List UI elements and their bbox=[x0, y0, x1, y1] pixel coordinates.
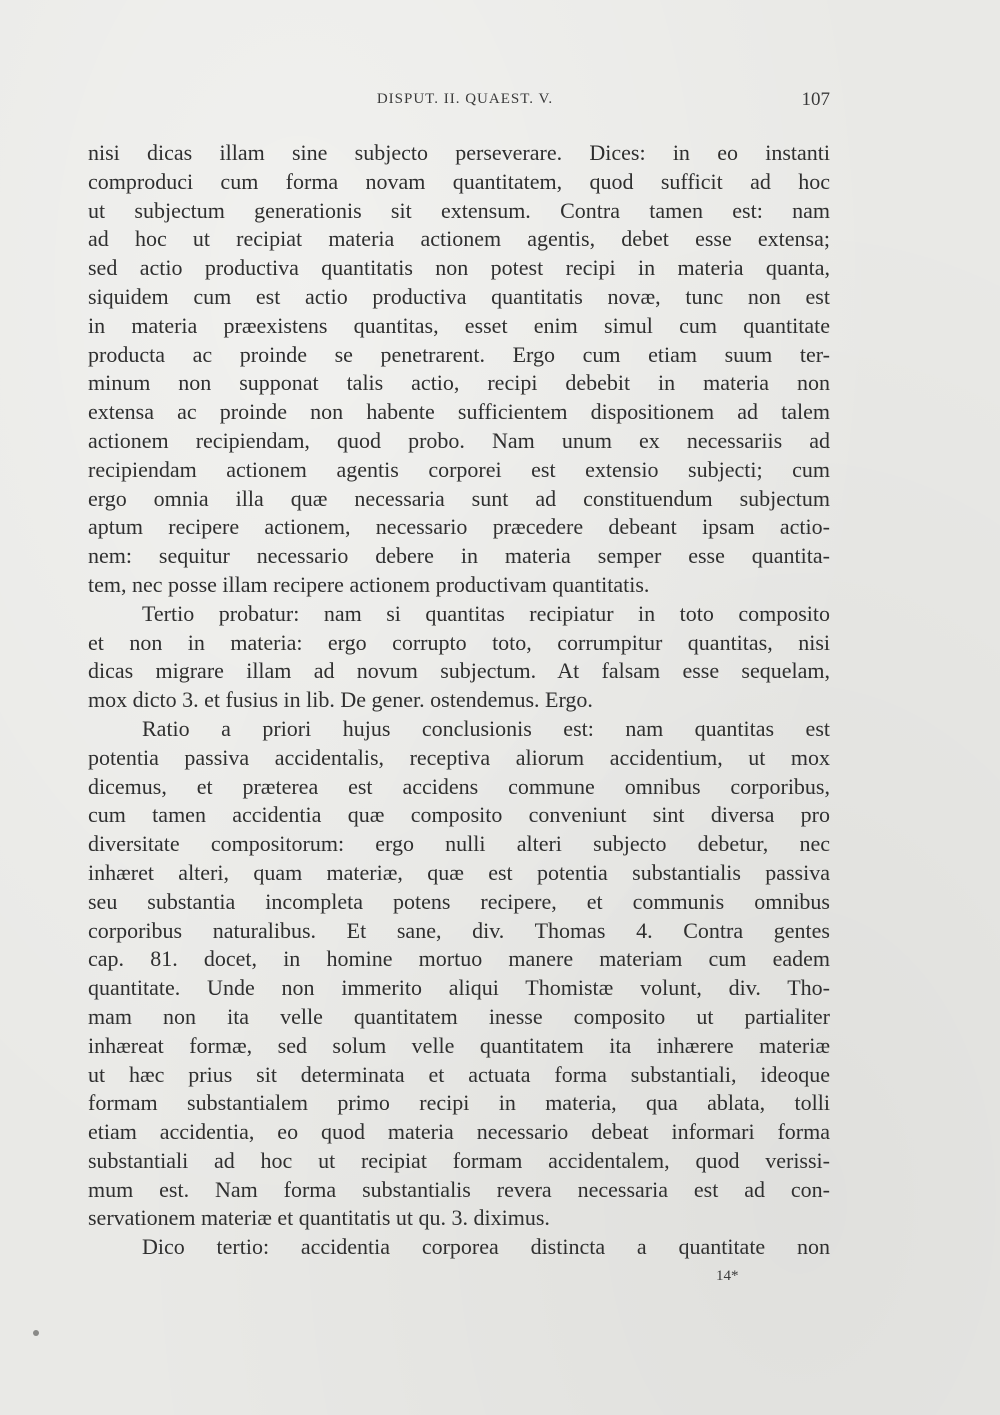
text-line: formam substantialem primo recipi in materia, qua ablata, tolli bbox=[88, 1090, 830, 1116]
text-line: dicas migrare illam ad novum subjectum. At falsam esse sequelam, bbox=[88, 658, 830, 684]
text-line: tem, nec posse illam recipere actionem productivam quantitatis. bbox=[88, 571, 650, 597]
text-line: mox dicto 3. et fusius in lib. De gener. ostendemus. Ergo. bbox=[88, 687, 593, 713]
text-line: extensa ac proinde non habente sufficientem dispositionem ad talem bbox=[88, 399, 830, 425]
text-line: Tertio probatur: nam si quantitas recipiatur in toto composito bbox=[142, 600, 830, 626]
text-line: seu substantia incompleta potens recipere, et communis omnibus bbox=[88, 888, 830, 914]
body-text bbox=[88, 139, 830, 1262]
text-line: in materia præexistens quantitas, esset enim simul cum quantitate bbox=[88, 312, 830, 338]
text-line: servationem materiæ et quantitatis ut qu. 3. diximus. bbox=[88, 1205, 550, 1231]
text-line: ad hoc ut recipiat materia actionem agentis, debet esse extensa; bbox=[88, 226, 830, 252]
text-line: nisi dicas illam sine subjecto perseverare. Dices: in eo instanti bbox=[88, 140, 830, 165]
text-line: dicemus, et præterea est accidens commune omnibus corporibus, bbox=[88, 773, 830, 799]
text-line: ut subjectum generationis sit extensum. Contra tamen est: nam bbox=[88, 197, 830, 223]
text-line: producta ac proinde se penetrarent. Ergo cum etiam suum ter- bbox=[88, 341, 830, 367]
text-line: cum tamen accidentia quæ composito conveniunt sint diversa pro bbox=[88, 802, 830, 828]
text-line: corporibus naturalibus. Et sane, div. Thomas 4. Contra gentes bbox=[88, 917, 830, 943]
text-line: substantiali ad hoc ut recipiat formam accidentalem, quod verissi- bbox=[88, 1147, 830, 1173]
text-line: mam non ita velle quantitatem inesse composito ut partialiter bbox=[88, 1003, 830, 1029]
text-line: actionem recipiendam, quod probo. Nam unum ex necessariis ad bbox=[88, 427, 830, 453]
text-line: diversitate compositorum: ergo nulli alteri subjecto debetur, nec bbox=[88, 831, 830, 857]
text-line: mum est. Nam forma substantialis revera necessaria est ad con- bbox=[88, 1176, 830, 1202]
text-line: Ratio a priori hujus conclusionis est: nam quantitas est bbox=[142, 715, 830, 741]
running-title: DISPUT. II. QUAEST. V. bbox=[376, 91, 554, 107]
text-line: cap. 81. docet, in homine mortuo manere materiam cum eadem bbox=[88, 946, 830, 972]
signature-mark: 14* bbox=[716, 1268, 739, 1284]
text-line: ergo omnia illa quæ necessaria sunt ad constituendum subjectum bbox=[88, 485, 830, 511]
text-line: siquidem cum est actio productiva quantitatis novæ, tunc non est bbox=[88, 283, 830, 309]
text-line: nem: sequitur necessario debere in materia semper esse quantita- bbox=[88, 543, 830, 569]
text-line: potentia passiva accidentalis, receptiva aliorum accidentium, ut mox bbox=[88, 744, 830, 770]
text-line: sed actio productiva quantitatis non potest recipi in materia quanta, bbox=[88, 255, 830, 281]
running-head bbox=[88, 91, 830, 115]
text-line: inhæret alteri, quam materiæ, quæ est potentia substantialis passiva bbox=[88, 859, 830, 885]
text-line: aptum recipere actionem, necessario præcedere debeant ipsam actio- bbox=[88, 514, 830, 540]
text-line: minum non supponat talis actio, recipi debebit in materia non bbox=[88, 370, 830, 396]
text-line: quantitate. Unde non immerito aliqui Thomistæ volunt, div. Tho- bbox=[88, 975, 830, 1001]
text-line: et non in materia: ergo corrupto toto, corrumpitur quantitas, nisi bbox=[88, 629, 830, 655]
text-line: comproduci cum forma novam quantitatem, quod sufficit ad hoc bbox=[88, 168, 830, 194]
text-line: inhæreat formæ, sed solum velle quantitatem ita inhærere materiæ bbox=[88, 1032, 830, 1058]
text-line: recipiendam actionem agentis corporei est extensio subjecti; cum bbox=[88, 456, 830, 482]
text-line: etiam accidentia, eo quod materia necessario debeat informari forma bbox=[88, 1119, 830, 1145]
paper-speck bbox=[33, 1330, 39, 1336]
page-number: 107 bbox=[801, 89, 830, 110]
text-line: ut hæc prius sit determinata et actuata forma substantiali, ideoque bbox=[88, 1061, 830, 1087]
text-line: Dico tertio: accidentia corporea distincta a quantitate non bbox=[142, 1234, 830, 1260]
